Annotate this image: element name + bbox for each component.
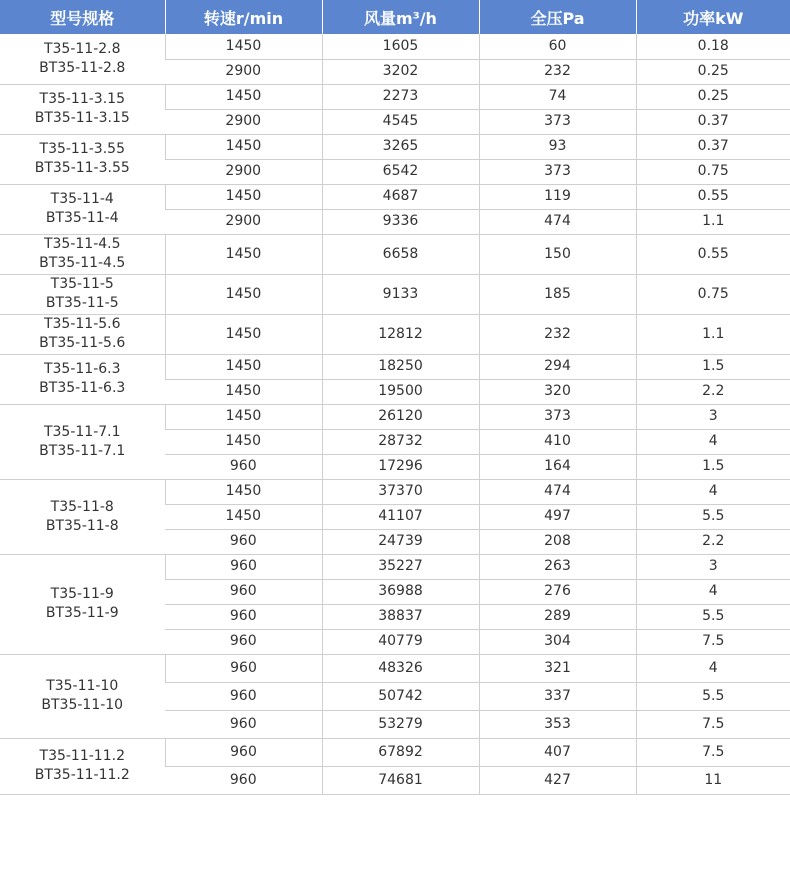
speed-cell: 1450 [165, 429, 322, 454]
airflow-cell: 9133 [322, 274, 479, 314]
speed-cell: 960 [165, 682, 322, 710]
speed-cell: 2900 [165, 59, 322, 84]
table-row [0, 314, 790, 354]
airflow-cell: 28732 [322, 429, 479, 454]
header-model: 型号规格 [0, 0, 165, 34]
model-name: T35-11-4.5 [43, 236, 121, 252]
power-cell: 0.75 [636, 159, 790, 184]
model-name-bt: BT35-11-2.8 [39, 59, 126, 76]
pressure-cell: 208 [479, 529, 636, 554]
power-cell: 3 [636, 404, 790, 429]
speed-cell: 960 [165, 454, 322, 479]
header-airflow: 风量m³/h [322, 0, 479, 34]
model-cell [0, 554, 165, 654]
model-cell [0, 314, 165, 354]
power-cell: 4 [636, 479, 790, 504]
speed-cell: 1450 [165, 184, 322, 209]
pressure-cell: 304 [479, 629, 636, 654]
power-cell: 7.5 [636, 710, 790, 738]
airflow-cell: 36988 [322, 579, 479, 604]
model-cell [0, 354, 165, 404]
model-name-bt: BT35-11-3.15 [34, 110, 130, 126]
model-name: T35-11-5.6 [43, 316, 121, 332]
table-row [0, 654, 790, 682]
model-name: T35-11-6.3 [43, 361, 121, 377]
model-cell [0, 479, 165, 554]
pressure-cell: 185 [479, 274, 636, 314]
pressure-cell: 497 [479, 504, 636, 529]
pressure-cell: 150 [479, 234, 636, 274]
airflow-cell: 3265 [322, 134, 479, 159]
model-name-bt: BT35-11-11.2 [34, 767, 130, 783]
pressure-cell: 474 [479, 479, 636, 504]
airflow-cell: 40779 [322, 629, 479, 654]
speed-cell: 1450 [165, 84, 322, 109]
speed-cell: 960 [165, 654, 322, 682]
power-cell: 0.75 [636, 274, 790, 314]
model-cell [0, 84, 165, 134]
speed-cell: 1450 [165, 134, 322, 159]
airflow-cell: 6658 [322, 234, 479, 274]
pressure-cell: 407 [479, 738, 636, 766]
power-cell: 0.55 [636, 184, 790, 209]
pressure-cell: 232 [479, 314, 636, 354]
model-name: T35-11-10 [46, 678, 119, 694]
model-name-bt: BT35-11-8 [45, 517, 119, 534]
table-row [0, 738, 790, 766]
airflow-cell: 67892 [322, 738, 479, 766]
model-cell [0, 184, 165, 234]
power-cell: 5.5 [636, 682, 790, 710]
model-name-bt: BT35-11-6.3 [39, 380, 126, 396]
model-cell [0, 274, 165, 314]
model-name: T35-11-2.8 [43, 40, 121, 57]
model-name-bt: BT35-11-3.55 [34, 160, 130, 176]
speed-cell: 1450 [165, 314, 322, 354]
model-name-bt: BT35-11-10 [41, 697, 124, 713]
table-row [0, 84, 790, 109]
power-cell: 7.5 [636, 629, 790, 654]
airflow-cell: 6542 [322, 159, 479, 184]
airflow-cell: 3202 [322, 59, 479, 84]
table-row [0, 354, 790, 379]
pressure-cell: 232 [479, 59, 636, 84]
table-row [0, 479, 790, 504]
power-cell: 5.5 [636, 604, 790, 629]
table-row [0, 554, 790, 579]
model-cell [0, 404, 165, 479]
airflow-cell: 74681 [322, 766, 479, 794]
model-name-bt: BT35-11-4.5 [39, 255, 126, 271]
speed-cell: 1450 [165, 34, 322, 59]
power-cell: 4 [636, 579, 790, 604]
speed-cell: 1450 [165, 234, 322, 274]
speed-cell: 960 [165, 579, 322, 604]
speed-cell: 960 [165, 529, 322, 554]
airflow-cell: 4687 [322, 184, 479, 209]
airflow-cell: 50742 [322, 682, 479, 710]
speed-cell: 960 [165, 629, 322, 654]
header-row [0, 0, 790, 34]
airflow-cell: 41107 [322, 504, 479, 529]
model-cell [0, 738, 165, 794]
pressure-cell: 289 [479, 604, 636, 629]
power-cell: 0.25 [636, 84, 790, 109]
airflow-cell: 18250 [322, 354, 479, 379]
airflow-cell: 24739 [322, 529, 479, 554]
pressure-cell: 337 [479, 682, 636, 710]
speed-cell: 960 [165, 554, 322, 579]
power-cell: 7.5 [636, 738, 790, 766]
model-name: T35-11-7.1 [43, 423, 121, 440]
model-name: T35-11-5 [50, 276, 114, 292]
airflow-cell: 17296 [322, 454, 479, 479]
airflow-cell: 4545 [322, 109, 479, 134]
header-power: 功率kW [636, 0, 790, 34]
header-pressure: 全压Pa [479, 0, 636, 34]
power-cell: 4 [636, 429, 790, 454]
speed-cell: 1450 [165, 504, 322, 529]
pressure-cell: 119 [479, 184, 636, 209]
pressure-cell: 373 [479, 404, 636, 429]
airflow-cell: 37370 [322, 479, 479, 504]
model-name: T35-11-9 [50, 586, 114, 602]
pressure-cell: 373 [479, 159, 636, 184]
pressure-cell: 294 [479, 354, 636, 379]
model-name-bt: BT35-11-5 [45, 295, 119, 311]
power-cell: 4 [636, 654, 790, 682]
power-cell: 0.55 [636, 234, 790, 274]
model-name-bt: BT35-11-9 [45, 605, 119, 621]
pressure-cell: 276 [479, 579, 636, 604]
pressure-cell: 410 [479, 429, 636, 454]
speed-cell: 960 [165, 604, 322, 629]
speed-cell: 1450 [165, 404, 322, 429]
model-name: T35-11-8 [50, 498, 114, 515]
power-cell: 1.5 [636, 454, 790, 479]
table-row [0, 274, 790, 314]
speed-cell: 960 [165, 766, 322, 794]
speed-cell: 1450 [165, 379, 322, 404]
speed-cell: 1450 [165, 479, 322, 504]
speed-cell: 1450 [165, 354, 322, 379]
model-cell [0, 134, 165, 184]
power-cell: 0.25 [636, 59, 790, 84]
pressure-cell: 321 [479, 654, 636, 682]
table-row [0, 34, 790, 59]
model-name: T35-11-3.55 [39, 141, 125, 157]
table-row [0, 134, 790, 159]
speed-cell: 960 [165, 710, 322, 738]
header-speed: 转速r/min [165, 0, 322, 34]
power-cell: 1.5 [636, 354, 790, 379]
pressure-cell: 263 [479, 554, 636, 579]
pressure-cell: 474 [479, 209, 636, 234]
airflow-cell: 48326 [322, 654, 479, 682]
speed-cell: 2900 [165, 159, 322, 184]
model-name: T35-11-11.2 [39, 748, 125, 764]
model-name-bt: BT35-11-4 [45, 210, 119, 226]
pressure-cell: 60 [479, 34, 636, 59]
table-body [0, 34, 790, 794]
table-row [0, 404, 790, 429]
table-row [0, 184, 790, 209]
model-name: T35-11-3.15 [39, 91, 125, 107]
pressure-cell: 427 [479, 766, 636, 794]
model-cell [0, 34, 165, 84]
pressure-cell: 74 [479, 84, 636, 109]
speed-cell: 2900 [165, 109, 322, 134]
pressure-cell: 164 [479, 454, 636, 479]
pressure-cell: 353 [479, 710, 636, 738]
airflow-cell: 1605 [322, 34, 479, 59]
speed-cell: 1450 [165, 274, 322, 314]
power-cell: 2.2 [636, 529, 790, 554]
airflow-cell: 35227 [322, 554, 479, 579]
airflow-cell: 19500 [322, 379, 479, 404]
power-cell: 3 [636, 554, 790, 579]
speed-cell: 2900 [165, 209, 322, 234]
power-cell: 0.37 [636, 134, 790, 159]
speed-cell: 960 [165, 738, 322, 766]
airflow-cell: 9336 [322, 209, 479, 234]
airflow-cell: 12812 [322, 314, 479, 354]
model-cell [0, 654, 165, 738]
model-name: T35-11-4 [50, 191, 114, 207]
power-cell: 5.5 [636, 504, 790, 529]
airflow-cell: 2273 [322, 84, 479, 109]
airflow-cell: 26120 [322, 404, 479, 429]
airflow-cell: 38837 [322, 604, 479, 629]
table-row [0, 234, 790, 274]
power-cell: 0.18 [636, 34, 790, 59]
airflow-cell: 53279 [322, 710, 479, 738]
power-cell: 1.1 [636, 314, 790, 354]
power-cell: 11 [636, 766, 790, 794]
model-name-bt: BT35-11-7.1 [39, 442, 126, 459]
pressure-cell: 93 [479, 134, 636, 159]
pressure-cell: 320 [479, 379, 636, 404]
pressure-cell: 373 [479, 109, 636, 134]
power-cell: 2.2 [636, 379, 790, 404]
model-name-bt: BT35-11-5.6 [39, 335, 126, 351]
power-cell: 0.37 [636, 109, 790, 134]
model-cell [0, 234, 165, 274]
power-cell: 1.1 [636, 209, 790, 234]
